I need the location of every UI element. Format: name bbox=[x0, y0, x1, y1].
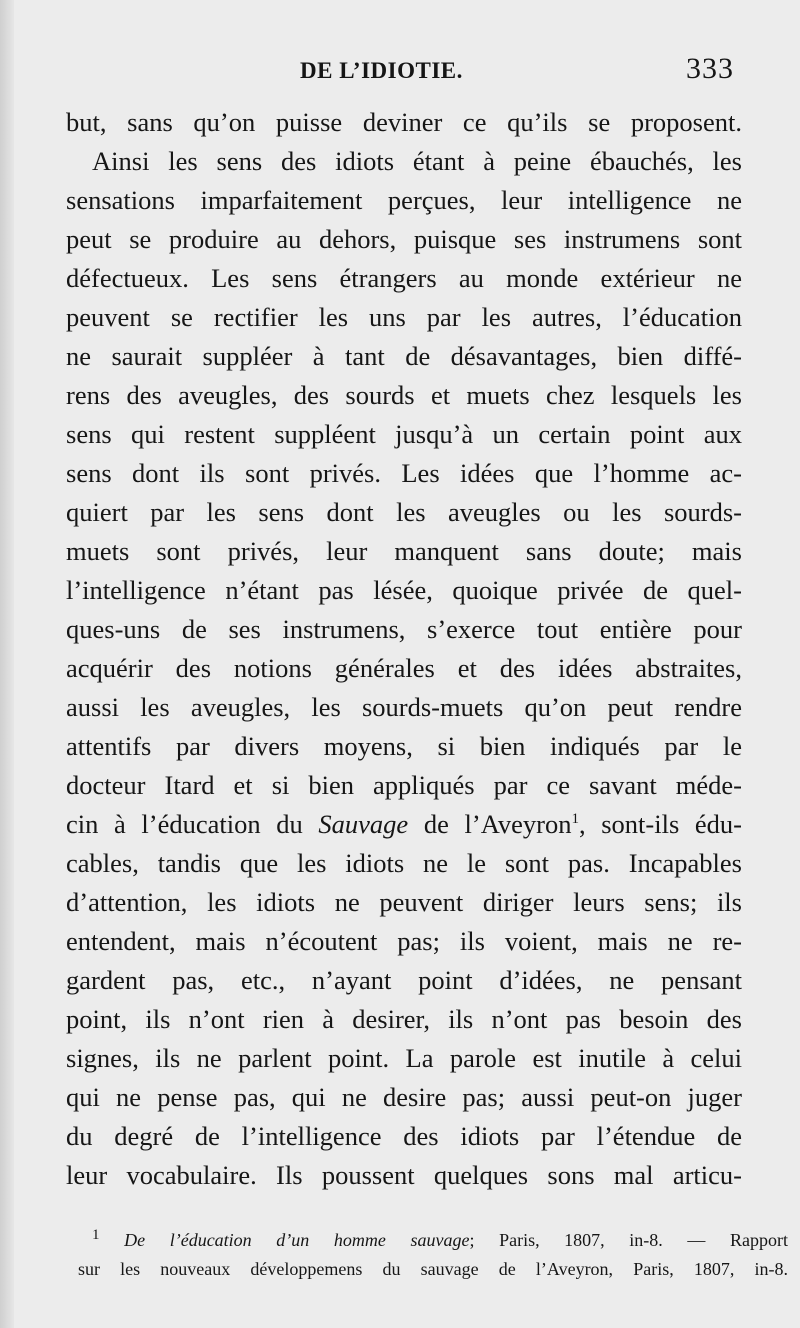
text-line: ne saurait suppléer à tant de désavantages, bien diffé- bbox=[66, 341, 742, 371]
text-line: acquérir des notions générales et des idées abstraites, bbox=[66, 653, 742, 683]
text-line: du degré de l’intelligence des idiots par l’étendue de bbox=[66, 1121, 742, 1151]
page-number: 333 bbox=[686, 52, 734, 85]
text-line: signes, ils ne parlent point. La parole est inutile à celui bbox=[66, 1043, 742, 1073]
text-line: sensations imparfaitement perçues, leur intelligence ne bbox=[66, 185, 742, 215]
text-line: ques-uns de ses instrumens, s’exerce tout entière pour bbox=[66, 614, 742, 644]
text-line: peut se produire au dehors, puisque ses instrumens sont bbox=[66, 224, 742, 254]
text-segment: , sont-ils édu- bbox=[578, 809, 742, 839]
text-line: l’intelligence n’étant pas lésée, quoique privée de quel- bbox=[66, 575, 742, 605]
italic-title: Sauvage bbox=[318, 809, 409, 839]
text-line: gardent pas, etc., n’ayant point d’idées, ne pensant bbox=[66, 965, 742, 995]
text-line: aussi les aveugles, les sourds-muets qu’on peut rendre bbox=[66, 692, 742, 722]
text-line: quiert par les sens dont les aveugles ou les sourds- bbox=[66, 497, 742, 527]
text-segment: de l’Aveyron bbox=[408, 809, 572, 839]
text-line-with-footnote-ref bbox=[66, 805, 742, 844]
text-line: leur vocabulaire. Ils poussent quelques sons mal articu- bbox=[66, 1160, 742, 1190]
text-line: d’attention, les idiots ne peuvent diriger leurs sens; ils bbox=[66, 887, 742, 917]
text-line: rens des aveugles, des sourds et muets chez lesquels les bbox=[66, 380, 742, 410]
footnote-line bbox=[78, 1218, 788, 1252]
text-line: sens qui restent suppléent jusqu’à un certain point aux bbox=[66, 419, 742, 449]
page-gutter-shadow bbox=[0, 0, 14, 1328]
text-line: sens dont ils sont privés. Les idées que l’homme ac- bbox=[66, 458, 742, 488]
text-line: entendent, mais n’écoutent pas; ils voient, mais ne re- bbox=[66, 926, 742, 956]
text-line: attentifs par divers moyens, si bien indiqués par le bbox=[66, 731, 742, 761]
text-line: point, ils n’ont rien à desirer, ils n’ont pas besoin des bbox=[66, 1004, 742, 1034]
footnote-marker: 1 bbox=[92, 1227, 100, 1243]
running-title: DE L’IDIOTIE. bbox=[300, 58, 463, 83]
page-header bbox=[68, 52, 738, 92]
footnote bbox=[78, 1218, 788, 1286]
text-line: peuvent se rectifier les uns par les autres, l’éducation bbox=[66, 302, 742, 332]
footnote-italic-title: De l’éducation d’un homme sauvage bbox=[124, 1230, 470, 1250]
body-text bbox=[66, 103, 742, 1195]
footnote-reference[interactable]: 1 bbox=[571, 811, 579, 828]
text-line: Ainsi les sens des idiots étant à peine ébauchés, les bbox=[92, 146, 742, 176]
footnote-line: sur les nouveaux développemens du sauvage de l’Aveyron, Paris, 1807, in-8. bbox=[78, 1259, 788, 1279]
text-line: docteur Itard et si bien appliqués par ce savant méde- bbox=[66, 770, 742, 800]
text-line: but, sans qu’on puisse deviner ce qu’ils se proposent. bbox=[66, 107, 742, 137]
text-line: qui ne pense pas, qui ne desire pas; aussi peut-on juger bbox=[66, 1082, 742, 1112]
text-segment: cin à l’éducation du bbox=[66, 809, 319, 839]
text-line: défectueux. Les sens étrangers au monde extérieur ne bbox=[66, 263, 742, 293]
text-line: cables, tandis que les idiots ne le sont pas. Incapables bbox=[66, 848, 742, 878]
text-line: muets sont privés, leur manquent sans doute; mais bbox=[66, 536, 742, 566]
footnote-text: ; Paris, 1807, in-8. — Rapport bbox=[469, 1230, 788, 1250]
